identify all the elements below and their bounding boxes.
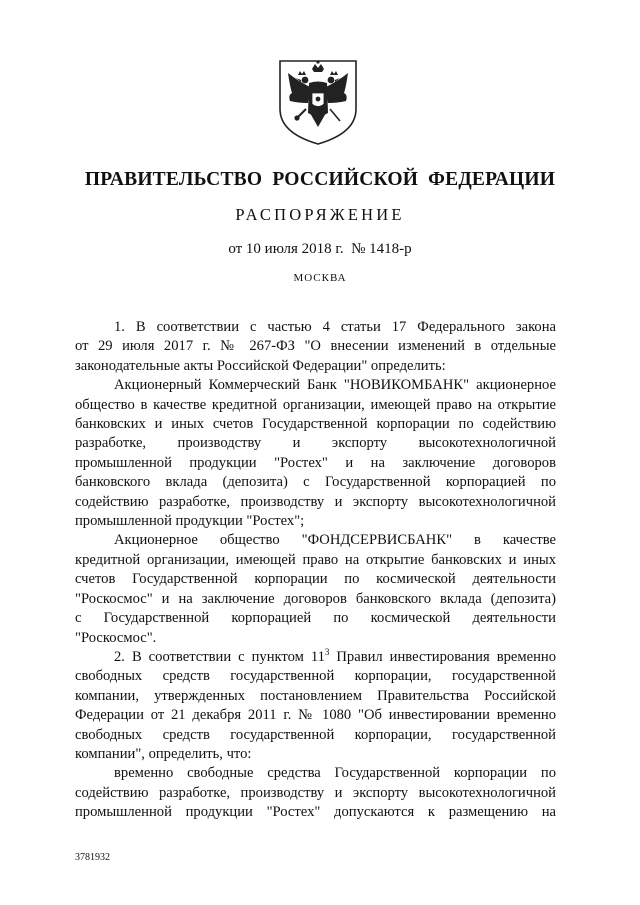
body-line: промышленной продукции "Ростех" допускаются к размещению на <box>75 804 556 821</box>
body-line-part: 2. В соответствии с пунктом 11 <box>114 648 325 665</box>
body-line: свободных средств государственной корпорации, государственной <box>75 726 556 743</box>
document-body <box>75 318 556 823</box>
document-type: РАСПОРЯЖЕНИЕ <box>235 205 405 224</box>
body-line: от 29 июля 2017 г. № 267-ФЗ "О внесении изменений в отдельные <box>75 338 556 355</box>
body-line: временно свободные средства Государственной корпорации по <box>114 765 556 782</box>
body-line: 1. В соответствии с частью 4 статьи 17 Федерального закона <box>114 319 556 335</box>
government-title: ПРАВИТЕЛЬСТВО РОССИЙСКОЙ ФЕДЕРАЦИИ <box>84 169 556 190</box>
body-line: общество в качестве кредитной организации, имеющей право на открытие <box>75 396 556 413</box>
body-line: компании, утвержденных постановлением Правительства Российской <box>75 687 556 704</box>
body-line: содействию разработке, производству и экспорту высокотехнологичной <box>75 784 556 801</box>
body-line: законодательные акты Российской Федерации" определить: <box>75 357 446 374</box>
body-line: с Государственной корпорацией по космической деятельности <box>75 610 556 627</box>
body-line: содействию разработке, производству и экспорту высокотехнологичной <box>75 493 556 510</box>
body-line: Акционерный Коммерческий Банк "НОВИКОМБАНК" акционерное <box>114 377 556 394</box>
document-date-number: от 10 июля 2018 г. № 1418-р <box>228 241 412 257</box>
body-line: банковских и иных счетов Государственной корпорации по содействию <box>75 416 556 433</box>
document-id-number: 3781932 <box>75 852 110 863</box>
body-line: кредитной организации, имеющей право на открытие банковских и иных <box>75 551 556 568</box>
body-line: "Роскосмос" и на заключение договоров банковского вклада (депозита) <box>75 590 556 607</box>
body-line: компании", определить, что: <box>75 745 252 762</box>
body-line: "Роскосмос". <box>75 629 157 646</box>
body-line: счетов Государственной корпорации по космической деятельности <box>75 571 556 588</box>
body-line: разработке, производству и экспорту высокотехнологичной <box>75 435 556 452</box>
body-line: промышленной продукции "Ростех" и на заключение договоров <box>75 454 556 471</box>
body-line: Федерации от 21 декабря 2011 г. № 1080 "Об инвестировании временно <box>75 707 556 724</box>
body-line: свободных средств государственной корпорации, государственной <box>75 668 556 685</box>
body-line: Акционерное общество "ФОНДСЕРВИСБАНК" в качестве <box>114 532 556 549</box>
body-line <box>75 648 556 667</box>
superscript: 3 <box>324 646 330 657</box>
body-line: промышленной продукции "Ростех"; <box>75 513 305 530</box>
coat-of-arms-icon <box>268 47 368 147</box>
body-line: банковского вклада (депозита) с Государственной корпорацией по <box>75 474 556 491</box>
document-city: МОСКВА <box>293 272 347 284</box>
body-line-part: Правил инвестирования временно <box>329 648 556 665</box>
